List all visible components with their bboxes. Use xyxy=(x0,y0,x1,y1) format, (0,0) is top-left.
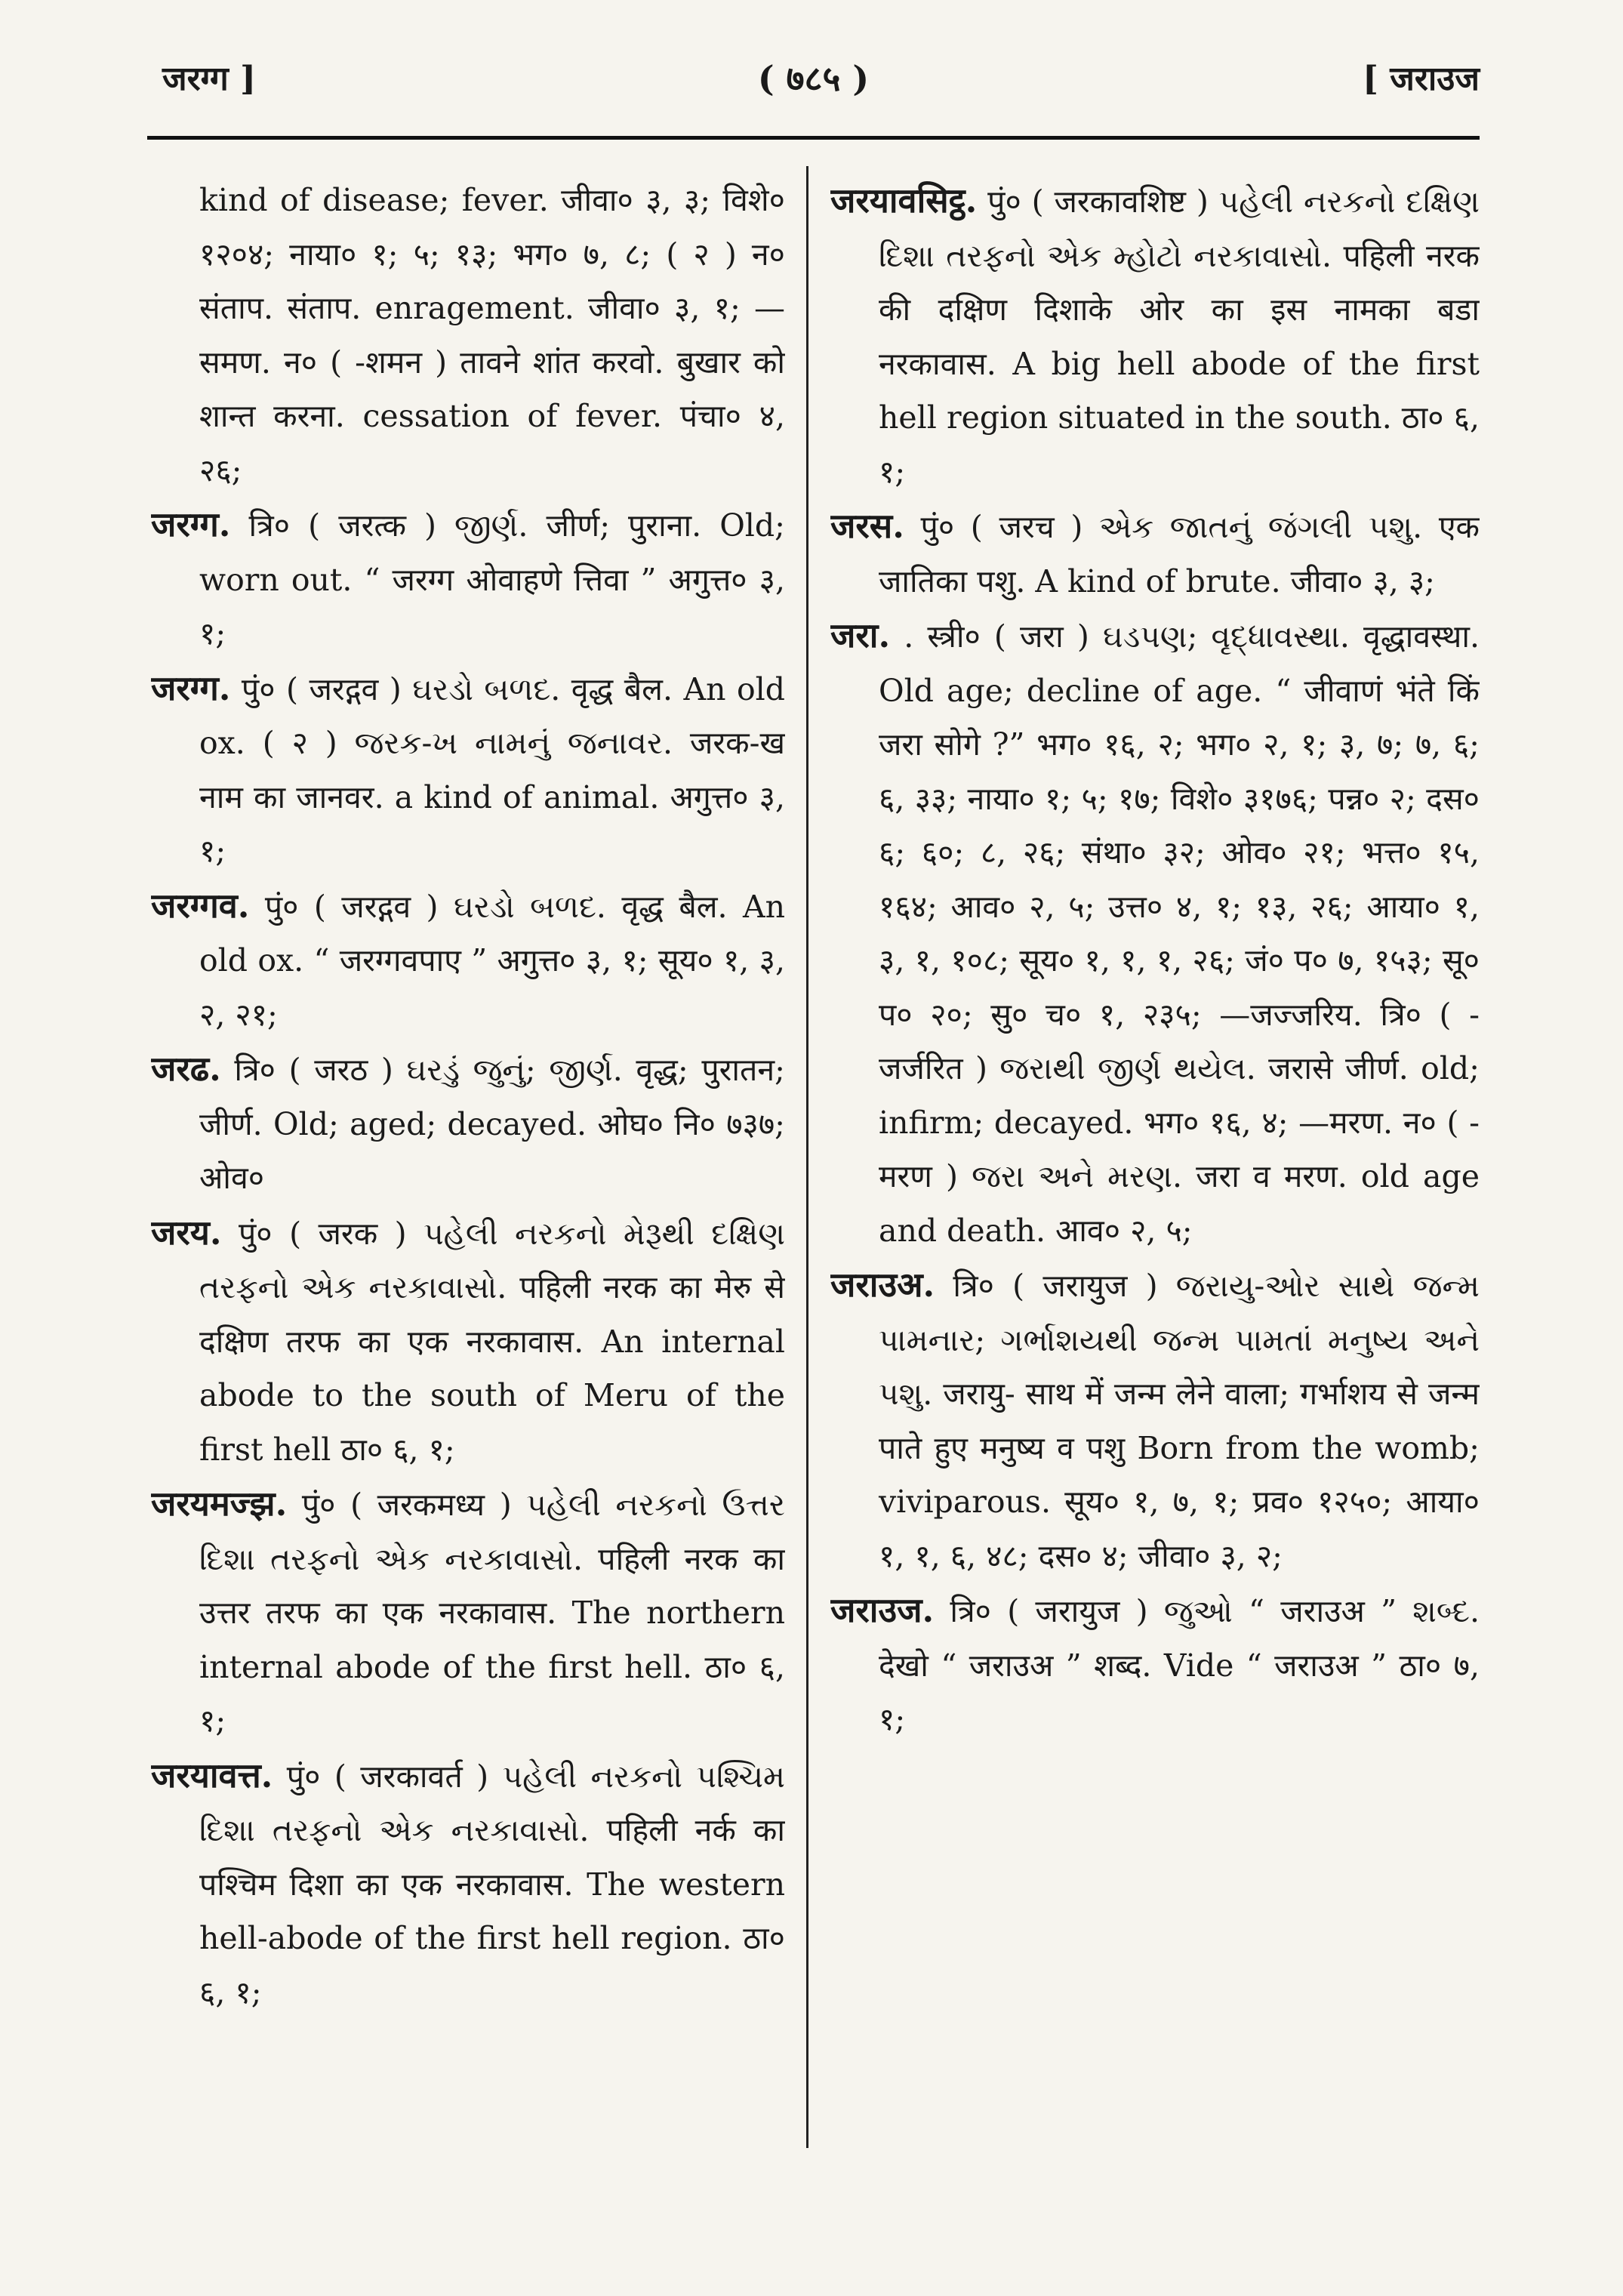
dictionary-entry xyxy=(830,609,1480,1258)
entry-headword: जरग्ग. xyxy=(151,667,231,708)
dictionary-entry xyxy=(151,498,785,661)
column-divider xyxy=(806,166,808,2148)
entry-definition: पुं० ( जरक ) પહેલી નરકનો મેરૂથી દક્ષિણ તરફનો એક નરકાવાસો. पहिली नरक का मेरु से दक्षिण तरफ का एक नरकावास. An internal abode to the south of Meru of the first hell ठा० ६, १; xyxy=(199,1215,785,1468)
page-number: ( ७८५ ) xyxy=(757,58,870,99)
entry-definition: त्रि० ( जरत्क ) જીર્ણ. जीर्ण; पुराना. Old; worn out. “ जरग्ग ओवाहणे त्तिवा ” अगुत्त० ३, १; xyxy=(199,507,785,652)
dictionary-entry xyxy=(151,1042,785,1206)
entry-headword: जरग्ग. xyxy=(151,504,231,544)
entry-headword: जरग्गव. xyxy=(151,885,250,926)
entry-definition: त्रि० ( जरठ ) ઘરડું જુનું; જીર્ણ. वृद्ध; पुरातन; जीर्ण. Old; aged; decayed. ओघ० नि० ७३७; ओव० xyxy=(199,1052,785,1196)
entry-definition: त्रि० ( जरायुज ) જરાયુ-ઓર સાથે જન્મ પામનાર; ગર્ભાશયથી જન્મ પામતાં મનુષ્ય અને પશુ. जरायु- साथ में जन्म लेने वाला; गर्भाशय से जन्म पाते हुए मनुष्य व पशु Born from the womb; viviparous. सूय० १, ७, १; प्रव० १२५०; आया० १, १, ६, ४८; दस० ४; जीवा० ३, २; xyxy=(879,1268,1480,1574)
right-column xyxy=(830,174,1480,2137)
entry-definition: . स्त्री० ( जरा ) ઘડપણ; વૃદ્ધાવસ્થા. वृद्धावस्था. Old age; decline of age. “ जीवाणं भंते किं जरा सोगे ?” भग० १६, २; भग० २, १; ३, ७; ७, ६; ६, ३३; नाया० १; ५; १७; विशे० ३१७६; पन्न० २; दस० ६; ६०; ८, २६; संथा० ३२; ओव० २१; भत्त० १५, १६४; आव० २, ५; उत्त० ४, १; १३, २६; आया० १, ३, १, १०८; सूय० १, १, १, २६; जं० प० ७, १५३; सू० प० २०; सु० च० १, २३५; —जज्जरिय. त्रि० ( -जर्जरित ) જરાથી જીર્ણ થયેલ. जरासे जीर्ण. old; infirm; decayed. भग० १६, ४; —मरण. न० ( -मरण ) જરા અને મરણ. जरा व मरण. old age and death. आव० २, ५; xyxy=(879,618,1480,1249)
entry-headword: जरयावत्त. xyxy=(151,1755,273,1795)
dictionary-entry xyxy=(151,1749,785,2020)
entry-headword: जरढ. xyxy=(151,1049,221,1089)
entry-definition: पुं० ( जरकावर्त ) પહેલી નરકનો પશ્ચિમ દિશા તરફનો એક નરકાવાસો. पहिली नर्क का पश्चिम दिशा का एक नरकावास. The western hell-abode of the first hell region. ठा० ६, १; xyxy=(199,1758,785,2011)
entry-headword: जरयावसिट्ठ. xyxy=(830,180,978,220)
dictionary-entry xyxy=(151,174,785,498)
dictionary-entry xyxy=(151,1477,785,1749)
header-rule xyxy=(147,136,1480,140)
entry-headword: जराउअ. xyxy=(830,1265,935,1305)
left-guide-word: जरग्ग ] xyxy=(162,60,256,98)
page-header xyxy=(147,54,1480,107)
entry-headword: जरयमज्झ. xyxy=(151,1484,288,1524)
right-guide-word: [ जराउज xyxy=(1363,60,1480,98)
entry-definition: त्रि० ( जरायुज ) જુઓ “ जराउअ ” શબ્દ. देखो “ जराउअ ” शब्द. Vide “ जराउअ ” ठा० ७, १; xyxy=(879,1593,1480,1737)
entry-definition: पुं० ( जरच ) એક જાતનું જંગલી પશુ. एक जातिका पशु. A kind of brute. जीवा० ३, ३; xyxy=(879,509,1480,599)
dictionary-entry xyxy=(830,174,1480,499)
entry-headword: जरा. xyxy=(830,615,891,655)
entry-definition: पुं० ( जरद्गव ) ઘરડો બળદ. वृद्ध बैल. An old ox. ( २ ) જરક-ખ નામનું જનાવર. जरक-ख नाम का जानवर. a kind of animal. अगुत्त० ३, १; xyxy=(199,670,785,869)
dictionary-entry xyxy=(830,1583,1480,1747)
entry-definition: पुं० ( जरद्गव ) ઘરડો બળદ. वृद्ध बैल. An old ox. “ जरग्गवपाए ” अगुत्त० ३, १; सूय० १, ३, २, २१; xyxy=(199,888,785,1033)
entry-definition: पुं० ( जरकावशिष्ट ) પહેલી નરકનો દક્ષિણ દિશા તરફનો એક મ્હોટો નરકાવાસો. पहिली नरक की दक्षिण दिशाके ओर का इस नामका बडा नरकावास. A big hell abode of the first hell region situated in the south. ठा० ६, १; xyxy=(879,183,1480,490)
entry-headword: जरस. xyxy=(830,506,904,546)
entry-headword: जराउज. xyxy=(830,1590,935,1630)
left-column xyxy=(151,174,785,2137)
entry-headword: जरय. xyxy=(151,1212,222,1253)
entry-definition: kind of disease; fever. जीवा० ३, ३; विशे० १२०४; नाया० १; ५; १३; भग० ७, ८; ( २ ) न० संताप. संताप. enragement. जीवा० ३, १; —समण. न० ( -शमन ) तावने शांत करवो. बुखार को शान्त करना. cessation of fever. पंचा० ४, २६; xyxy=(199,182,785,488)
dictionary-entry xyxy=(830,1258,1480,1583)
dictionary-entry xyxy=(151,661,785,879)
dictionary-entry xyxy=(151,1206,785,1478)
dictionary-entry xyxy=(151,879,785,1043)
dictionary-entry xyxy=(830,499,1480,609)
entry-definition: पुं० ( जरकमध्य ) પહેલી નરકનો ઉત્તર દિશા તરફનો એક નરકાવાસો. पहिली नरक का उत्तर तरफ का एक नरकावास. The northern internal abode of the first hell. ठा० ६, १; xyxy=(199,1487,785,1739)
